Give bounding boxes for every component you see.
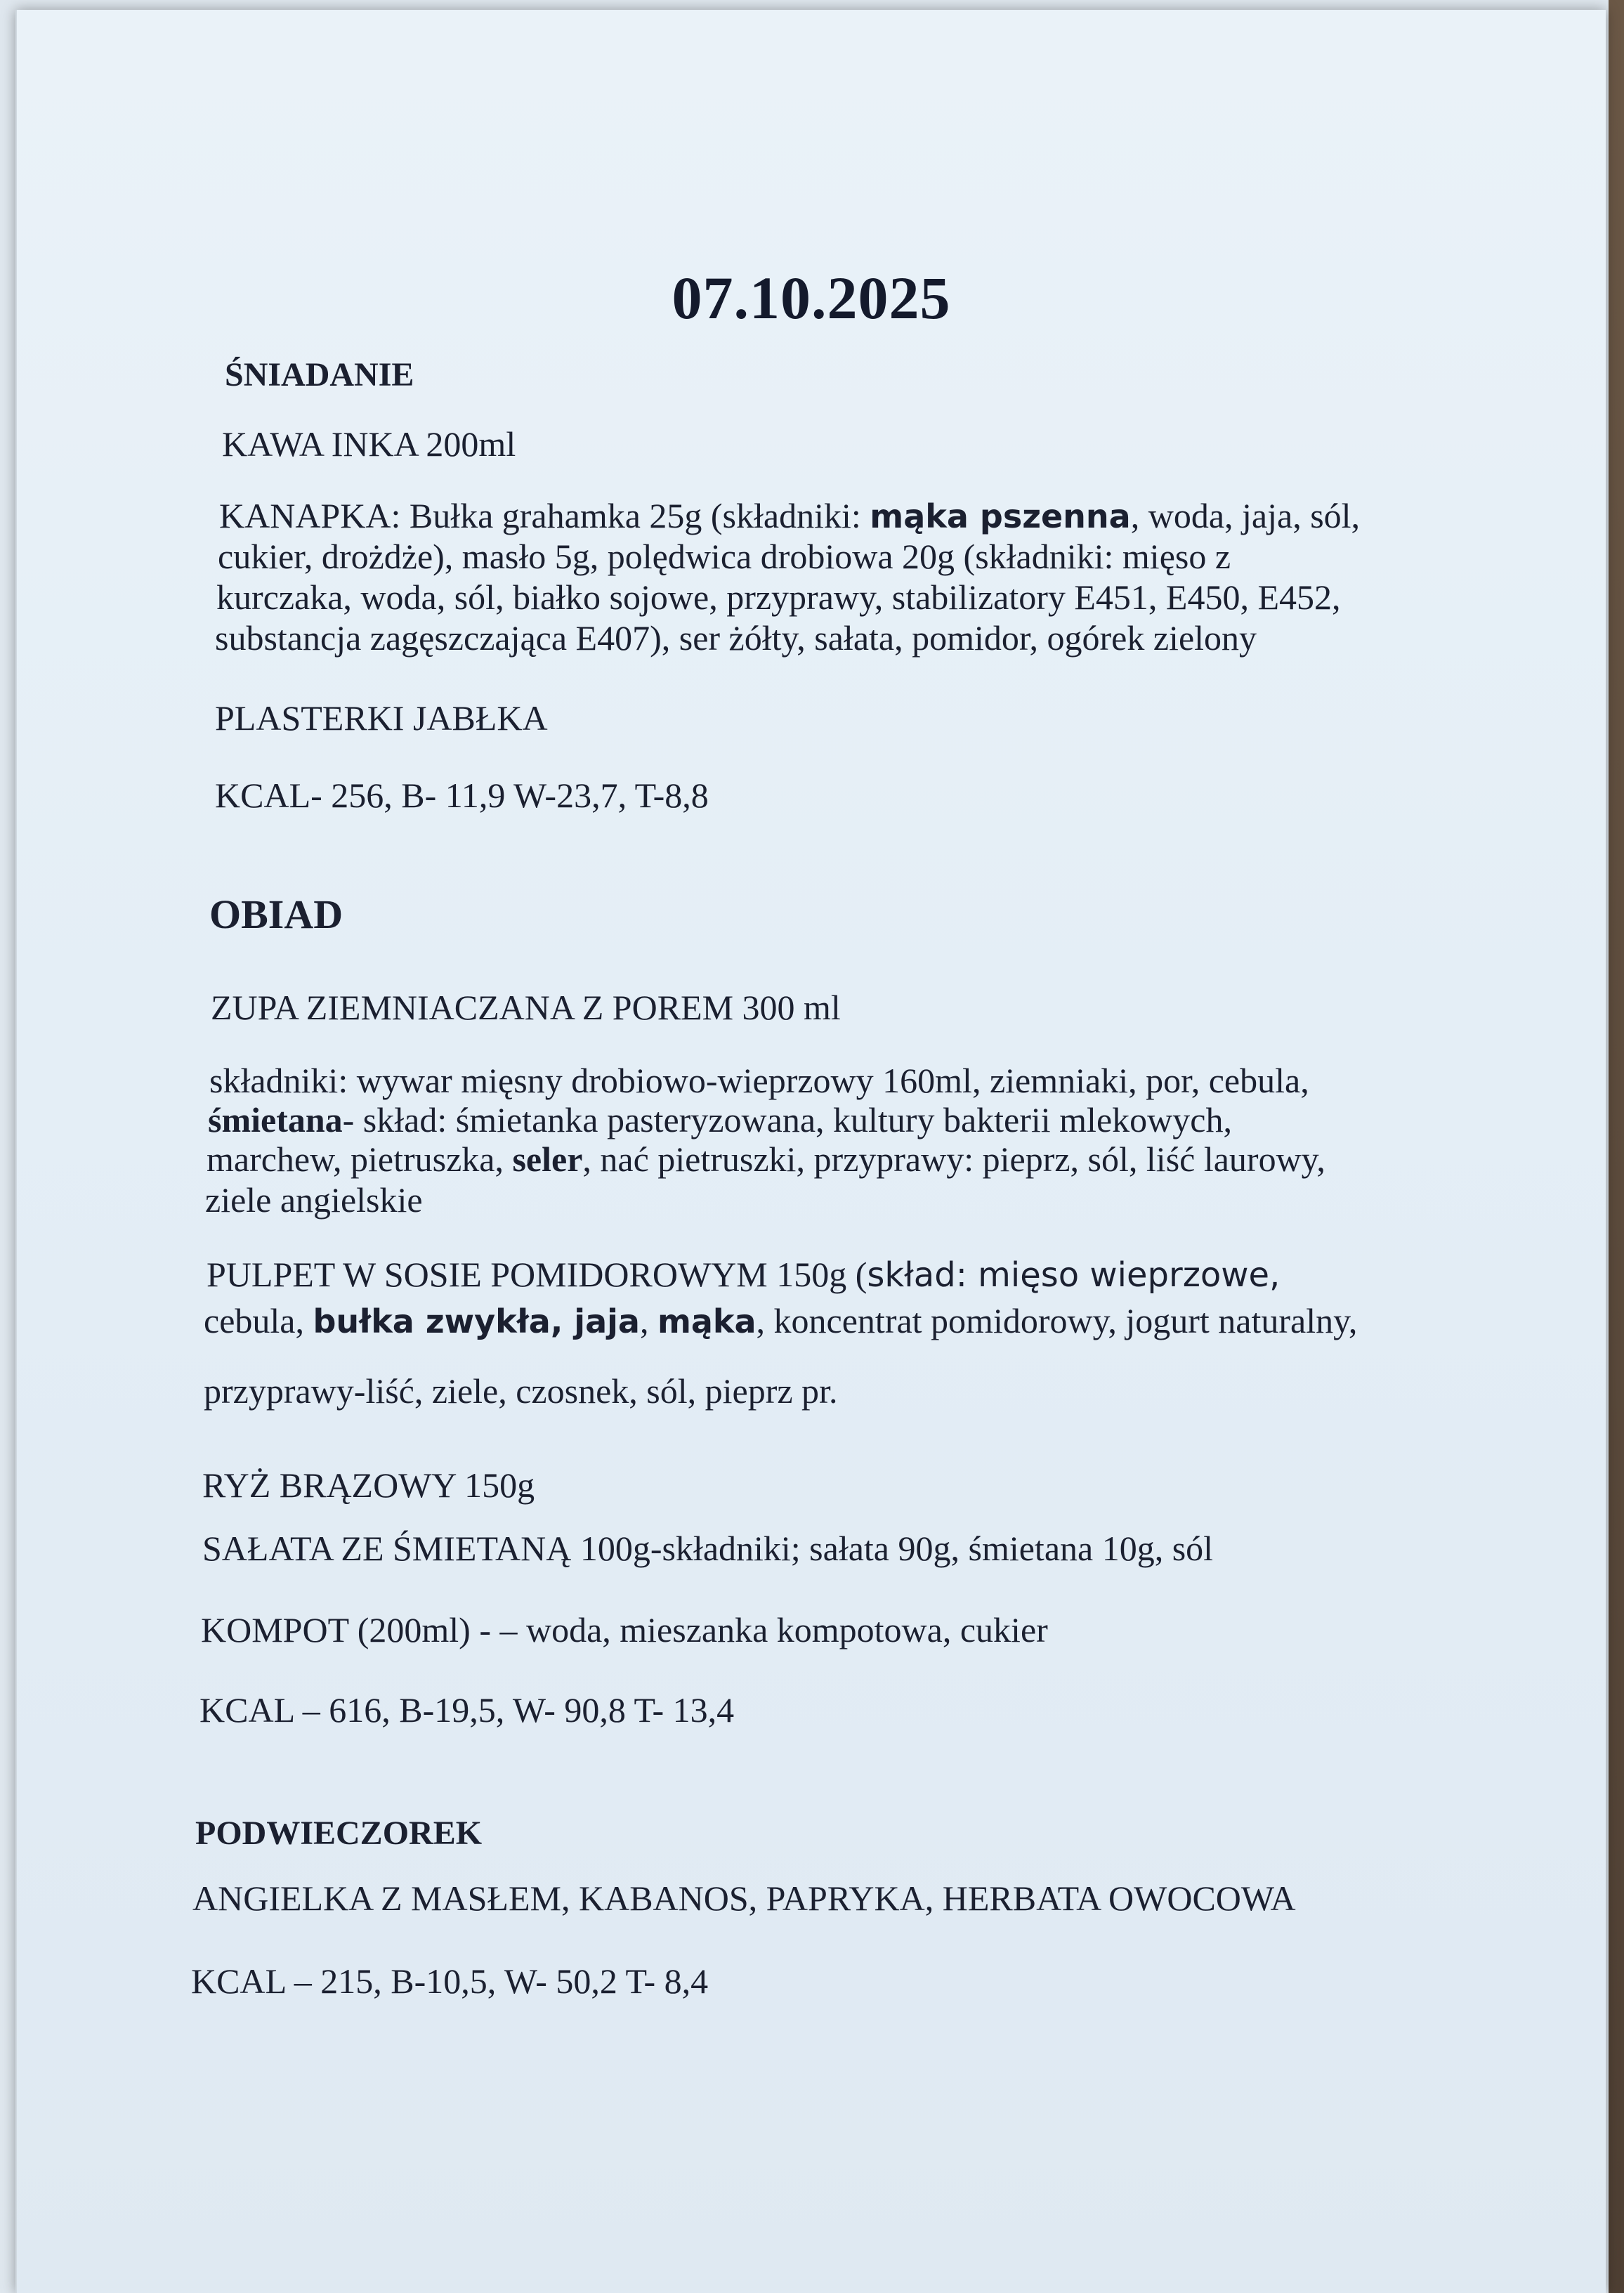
lunch-nutrition: KCAL – 616, B-19,5, W- 90,8 T- 13,4: [199, 1690, 735, 1730]
soup-text: - skład: śmietanka pasteryzowana, kultury bakterii mlekowych,: [342, 1100, 1232, 1139]
sandwich-text: KANAPKA: Bułka grahamka 25g (składniki:: [219, 496, 870, 535]
menu-sheet: [15, 10, 1606, 2293]
lunch-soup-line-2: [208, 1099, 1232, 1141]
lunch-soup: ZUPA ZIEMNIACZANA Z POREM 300 ml: [211, 988, 841, 1027]
allergen-highlight: seler: [512, 1139, 583, 1179]
meatball-text: PULPET W SOSIE POMIDOROWYM 150g (: [207, 1255, 867, 1294]
snack-nutrition: KCAL – 215, B-10,5, W- 50,2 T- 8,4: [191, 1961, 709, 2001]
breakfast-fruit: PLASTERKI JABŁKA: [215, 698, 548, 738]
allergen-highlight: bułka zwykła, jaja: [313, 1302, 640, 1340]
meatball-text: ,: [639, 1301, 657, 1340]
breakfast-sandwich-line-3: kurczaka, woda, sól, białko sojowe, przyprawy, stabilizatory E451, E450, E452,: [216, 577, 1341, 617]
soup-text: marchew, pietruszka,: [207, 1139, 513, 1179]
allergen-highlight: mąka: [657, 1302, 757, 1340]
breakfast-sandwich-line-4: substancja zagęszczająca E407), ser żółty, sałata, pomidor, ogórek zielony: [215, 618, 1257, 658]
meatball-composition: skład: mięso wieprzowe,: [867, 1255, 1281, 1295]
soup-text: , nać pietruszki, przyprawy: pieprz, sól, liść laurowy,: [582, 1139, 1325, 1179]
lunch-heading: OBIAD: [209, 891, 343, 937]
lunch-salad: SAŁATA ZE ŚMIETANĄ 100g-składniki; sałata 90g, śmietana 10g, sól: [202, 1529, 1214, 1568]
lunch-compote: KOMPOT (200ml) - – woda, mieszanka kompotowa, cukier: [201, 1610, 1048, 1649]
lunch-soup-line-3: [207, 1138, 1325, 1180]
breakfast-sandwich-line-1: [219, 495, 1360, 537]
menu-date: 07.10.2025: [672, 264, 951, 332]
sandwich-text: , woda, jaja, sól,: [1130, 496, 1361, 535]
breakfast-nutrition: KCAL- 256, B- 11,9 W-23,7, T-8,8: [215, 776, 709, 815]
menu-content: [17, 10, 1606, 2293]
lunch-meatball-line-1: [207, 1253, 1280, 1296]
lunch-meatball-line-2: [204, 1300, 1357, 1343]
snack-heading: PODWIECZOREK: [195, 1815, 483, 1852]
meatball-text: , koncentrat pomidorowy, jogurt naturalny,: [756, 1301, 1358, 1340]
allergen-highlight: mąka pszenna: [870, 497, 1131, 535]
snack-items: ANGIELKA Z MASŁEM, KABANOS, PAPRYKA, HERBATA OWOCOWA: [192, 1879, 1296, 1918]
lunch-meatball-line-3: przyprawy-liść, ziele, czosnek, sól, pieprz pr.: [204, 1371, 838, 1411]
allergen-highlight: śmietana: [208, 1100, 343, 1139]
lunch-soup-line-4: ziele angielskie: [205, 1180, 423, 1220]
breakfast-heading: ŚNIADANIE: [225, 356, 414, 393]
breakfast-sandwich-line-2: cukier, drożdże), masło 5g, polędwica drobiowa 20g (składniki: mięso z: [218, 537, 1231, 576]
lunch-soup-line-1: składniki: wywar mięsny drobiowo-wieprzowy 160ml, ziemniaki, por, cebula,: [209, 1061, 1309, 1100]
lunch-rice: RYŻ BRĄZOWY 150g: [202, 1465, 535, 1505]
meatball-text: cebula,: [204, 1301, 313, 1340]
breakfast-drink: KAWA INKA 200ml: [222, 424, 516, 464]
